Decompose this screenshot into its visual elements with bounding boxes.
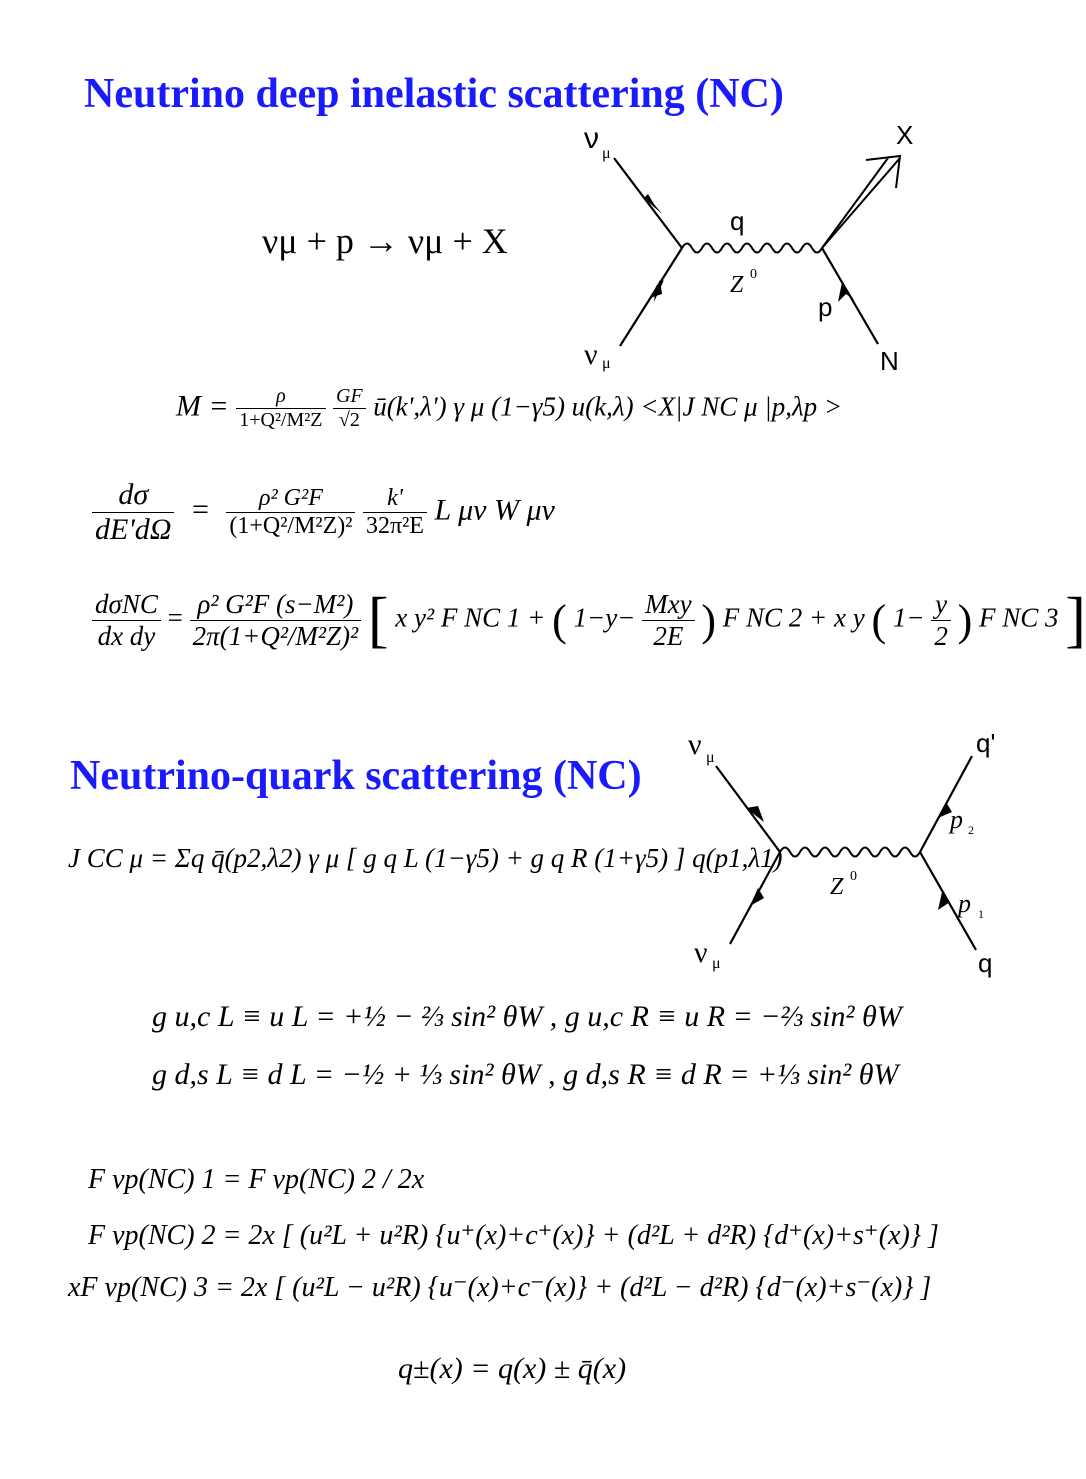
label-p: p [818, 292, 833, 322]
nc-y-num: y [931, 589, 951, 621]
nu-in-arrow-icon [750, 888, 764, 906]
label2-p2-sub: 2 [968, 823, 974, 837]
label-n: N [880, 346, 899, 376]
section2-title: Neutrino-quark scattering (NC) [70, 753, 642, 799]
sf-f1: F νp(NC) 1 = F νp(NC) 2 / 2x [88, 1164, 425, 1195]
z-boson-propagator [682, 244, 822, 253]
nc-mxy-den: 2E [653, 621, 684, 651]
feynman-diagram-quark [680, 722, 1010, 984]
hadron-arrow-icon [866, 156, 900, 188]
dx-f2-den: 32π²E [365, 513, 424, 539]
reaction-text: νμ + p → νμ + X [262, 221, 508, 261]
label2-q: q [978, 948, 993, 978]
dx-f1-num: ρ² G²F [226, 485, 355, 513]
me-frac1-num: ρ [236, 385, 325, 409]
label2-z-sup: 0 [850, 869, 857, 884]
me-frac1-den: 1+Q²/M²Z [239, 409, 323, 431]
quark-current-equation [68, 843, 783, 874]
nc-term3-open: 1− [892, 602, 925, 633]
label2-nu-top: ν [688, 728, 702, 761]
me-rest: ū(k',λ') γ μ (1−γ5) u(k,λ) <X|J NC μ |p,λp > [373, 391, 843, 422]
nc-mxy-num: Mxy [642, 589, 694, 621]
dx-eq: = [191, 493, 209, 527]
nc-term2-open: 1−y− [573, 602, 636, 633]
quark-in-arrow-icon [938, 892, 950, 910]
label-q: q [730, 206, 745, 236]
label-nu-top: ν [584, 122, 599, 155]
me-lhs: M = [176, 389, 229, 423]
sf-xf3: xF νp(NC) 3 = 2x [ (u²L − u²R) {u⁻(x)+c⁻(x)} + (d²L − d²R) {d⁻(x)+s⁻(x)} ] [68, 1272, 932, 1303]
dx-rest: L μν W μν [434, 493, 555, 527]
label2-nu-bottom-sub: μ [712, 955, 721, 972]
label-nu-top-sub: μ [602, 145, 611, 162]
label-z: Z [730, 272, 744, 298]
coupling-uc: g u,c L ≡ u L = +½ − ⅔ sin² θW , g u,c R ≡ u R = −⅔ sin² θW [152, 1000, 902, 1033]
dx-lhs-den: dE'dΩ [95, 513, 172, 546]
label2-nu-bottom: ν [694, 936, 708, 969]
q-plus-minus: q±(x) = q(x) ± q̄(x) [398, 1352, 627, 1385]
diff-xsec-equation [92, 478, 555, 547]
outgoing-neutrino-line [614, 158, 682, 248]
nc-lhs-num: dσNC [92, 589, 161, 621]
quark-current-text: J CC μ = Σq q̄(p2,λ2) γ μ [ g q L (1−γ5) + g q R (1+γ5) ] q(p1,λ1) [68, 843, 783, 873]
dx-f2-num: k' [363, 485, 427, 513]
nc-f1-den: 2π(1+Q²/M²Z)² [192, 621, 359, 651]
nc-term3-close: F NC 3 [979, 602, 1059, 633]
hadron-x-line-2 [822, 158, 900, 248]
feynman-diagram-dis [570, 118, 950, 380]
label2-p2: p [950, 805, 963, 834]
section1-title: Neutrino deep inelastic scattering (NC) [84, 71, 784, 117]
reaction-equation [262, 220, 508, 262]
label-x: X [896, 120, 914, 150]
me-frac2-den: √2 [338, 409, 360, 431]
label2-p1-sub: 1 [978, 907, 984, 921]
matrix-element-equation [176, 385, 842, 432]
hadron-x-line-1 [822, 158, 888, 248]
nc-f1-num: ρ² G²F (s−M²) [190, 589, 362, 621]
nc-term1: x y² F NC 1 + [395, 602, 553, 633]
nc-y-den: 2 [934, 621, 948, 651]
me-frac2-num: GF [333, 385, 366, 409]
label-z-sup: 0 [750, 267, 757, 282]
z-boson-propagator-2 [780, 848, 920, 857]
nc-term2-close: F NC 2 + x y [722, 602, 872, 633]
label2-p1: p [958, 889, 971, 918]
dx-f1-den: (1+Q²/M²Z)² [229, 513, 353, 539]
coupling-ds: g d,s L ≡ d L = −½ + ⅓ sin² θW , g d,s R ≡ d R = +⅓ sin² θW [152, 1058, 899, 1091]
dx-lhs-num: dσ [92, 478, 174, 513]
label2-nu-top-sub: μ [706, 749, 715, 766]
label2-qprime: q' [976, 728, 996, 758]
nc-xsec-equation: $\frac{\text{dσNC}}{\text{dx dy}}$ = $\frac{\text{ρ² G²F (s−M²)}}{\text{2π(1+Q²/M²Z)²}}$ [ x y² F NC 1 + ( 1−y− $\frac{\text{Mxy}}{2E}$ ) F NC 2 + x y ( 1− $\frac{y}{2}$ ) F NC 3 ] [92, 585, 1086, 656]
label-nu-bottom-sub: μ [602, 355, 611, 372]
sf-f2: F νp(NC) 2 = 2x [ (u²L + u²R) {u⁺(x)+c⁺(x)} + (d²L + d²R) {d⁺(x)+s⁺(x)} ] [88, 1220, 939, 1251]
nc-lhs-den: dx dy [97, 621, 156, 651]
label-nu-bottom: ν [584, 338, 598, 371]
label2-z: Z [830, 874, 844, 900]
